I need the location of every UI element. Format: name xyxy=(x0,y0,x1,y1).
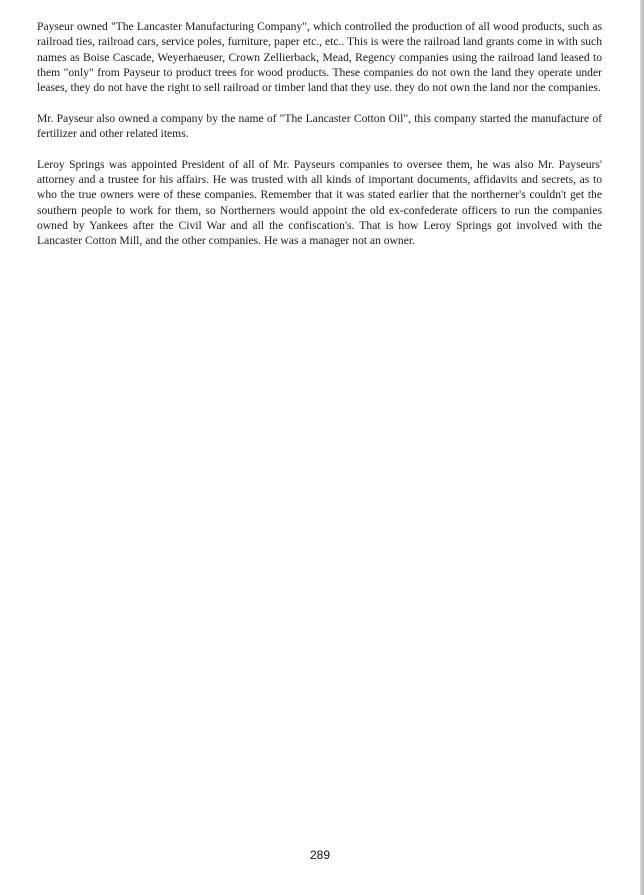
paragraph-leroy-springs: Leroy Springs was appointed President of all of Mr. Payseurs companies to oversee them, he was also Mr. Payseurs' attorney and a trustee for his affairs. He was trusted with all kinds of important documents, affidavits and secrets, as to who the true owners were of these companies. Remember that it was stated earlier that the northerner's couldn't get the southern people to work for them, so Northerners would appoint the old ex-confederate officers to run the companies owned by Yankees after the Civil War and all the confiscation's. That is how Leroy Springs got involved with the Lancaster Cotton Mill, and the other companies. He was a manager not an owner. xyxy=(37,157,602,248)
paragraph-lancaster-cotton-oil: Mr. Payseur also owned a company by the name of "The Lancaster Cotton Oil", this company started the manufacture of fertilizer and other related items. xyxy=(37,111,602,141)
page-edge-shadow xyxy=(640,0,644,895)
body-text xyxy=(37,19,602,264)
paragraph-lancaster-manufacturing: Payseur owned "The Lancaster Manufacturing Company", which controlled the production of all wood products, such as railroad ties, railroad cars, service poles, furniture, paper etc., etc.. This is were the railroad land grants come in with such names as Boise Cascade, Weyerhaeuser, Crown Zellierback, Mead, Regency companies using the railroad land leased to them "only" from Payseur to product trees for wood products. These companies do not own the land they operate under leases, they do not have the right to sell railroad or timber land that they use. they do not own the land nor the companies. xyxy=(37,20,602,95)
page-number: 289 xyxy=(309,848,331,862)
